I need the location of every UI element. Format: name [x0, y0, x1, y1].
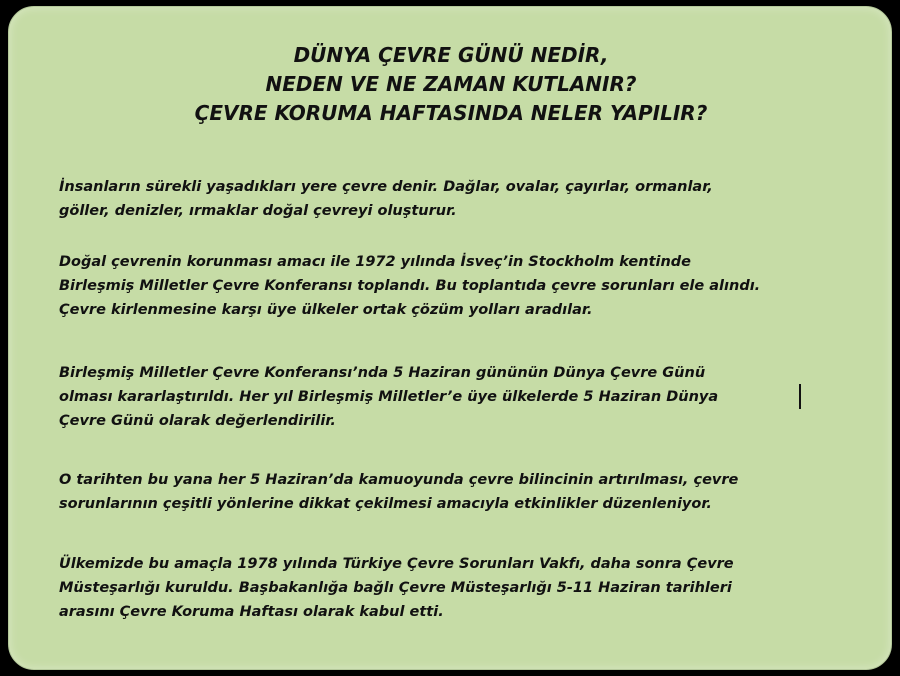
paragraph-definition — [59, 175, 859, 223]
paragraph-line: O tarihten bu yana her 5 Haziran’da kamuoyunda çevre bilincinin artırılması, çevre — [59, 472, 739, 488]
paragraph-line: arasını Çevre Koruma Haftası olarak kabul etti. — [59, 604, 444, 620]
paragraph-line: Doğal çevrenin korunması amacı ile 1972 yılında İsveç’in Stockholm kentinde — [59, 254, 692, 270]
page-title — [9, 41, 893, 128]
paragraph-line: Birleşmiş Milletler Çevre Konferansı toplandı. Bu toplantıda çevre sorunları ele alındı. — [59, 278, 761, 294]
paragraph-stockholm — [59, 250, 859, 322]
text-card — [8, 6, 892, 670]
paragraph-line: Birleşmiş Milletler Çevre Konferansı’nda 5 Haziran gününün Dünya Çevre Günü — [59, 365, 706, 381]
title-line-1: DÜNYA ÇEVRE GÜNÜ NEDİR, — [293, 43, 609, 67]
title-line-3: ÇEVRE KORUMA HAFTASINDA NELER YAPILIR? — [194, 101, 708, 125]
paragraph-line: olması kararlaştırıldı. Her yıl Birleşmiş Milletler’e üye ülkelerde 5 Haziran Dünya — [59, 389, 719, 405]
paragraph-line: Çevre kirlenmesine karşı üye ülkeler ortak çözüm yolları aradılar. — [59, 302, 593, 318]
paragraph-turkey — [59, 552, 859, 624]
title-line-2: NEDEN VE NE ZAMAN KUTLANIR? — [265, 72, 637, 96]
text-cursor — [799, 384, 801, 409]
paragraph-line: İnsanların sürekli yaşadıkları yere çevre denir. Dağlar, ovalar, çayırlar, ormanlar, — [59, 179, 713, 195]
paragraph-line: Ülkemizde bu amaçla 1978 yılında Türkiye Çevre Sorunları Vakfı, daha sonra Çevre — [59, 556, 734, 572]
paragraph-line: göller, denizler, ırmaklar doğal çevreyi oluşturur. — [59, 203, 457, 219]
paragraph-line: Çevre Günü olarak değerlendirilir. — [59, 413, 336, 429]
paragraph-line: Müsteşarlığı kuruldu. Başbakanlığa bağlı Çevre Müsteşarlığı 5-11 Haziran tarihleri — [59, 580, 732, 596]
paragraph-awareness — [59, 468, 859, 516]
paragraph-line: sorunlarının çeşitli yönlerine dikkat çekilmesi amacıyla etkinlikler düzenleniyor. — [59, 496, 712, 512]
paragraph-world-environment-day — [59, 361, 859, 433]
